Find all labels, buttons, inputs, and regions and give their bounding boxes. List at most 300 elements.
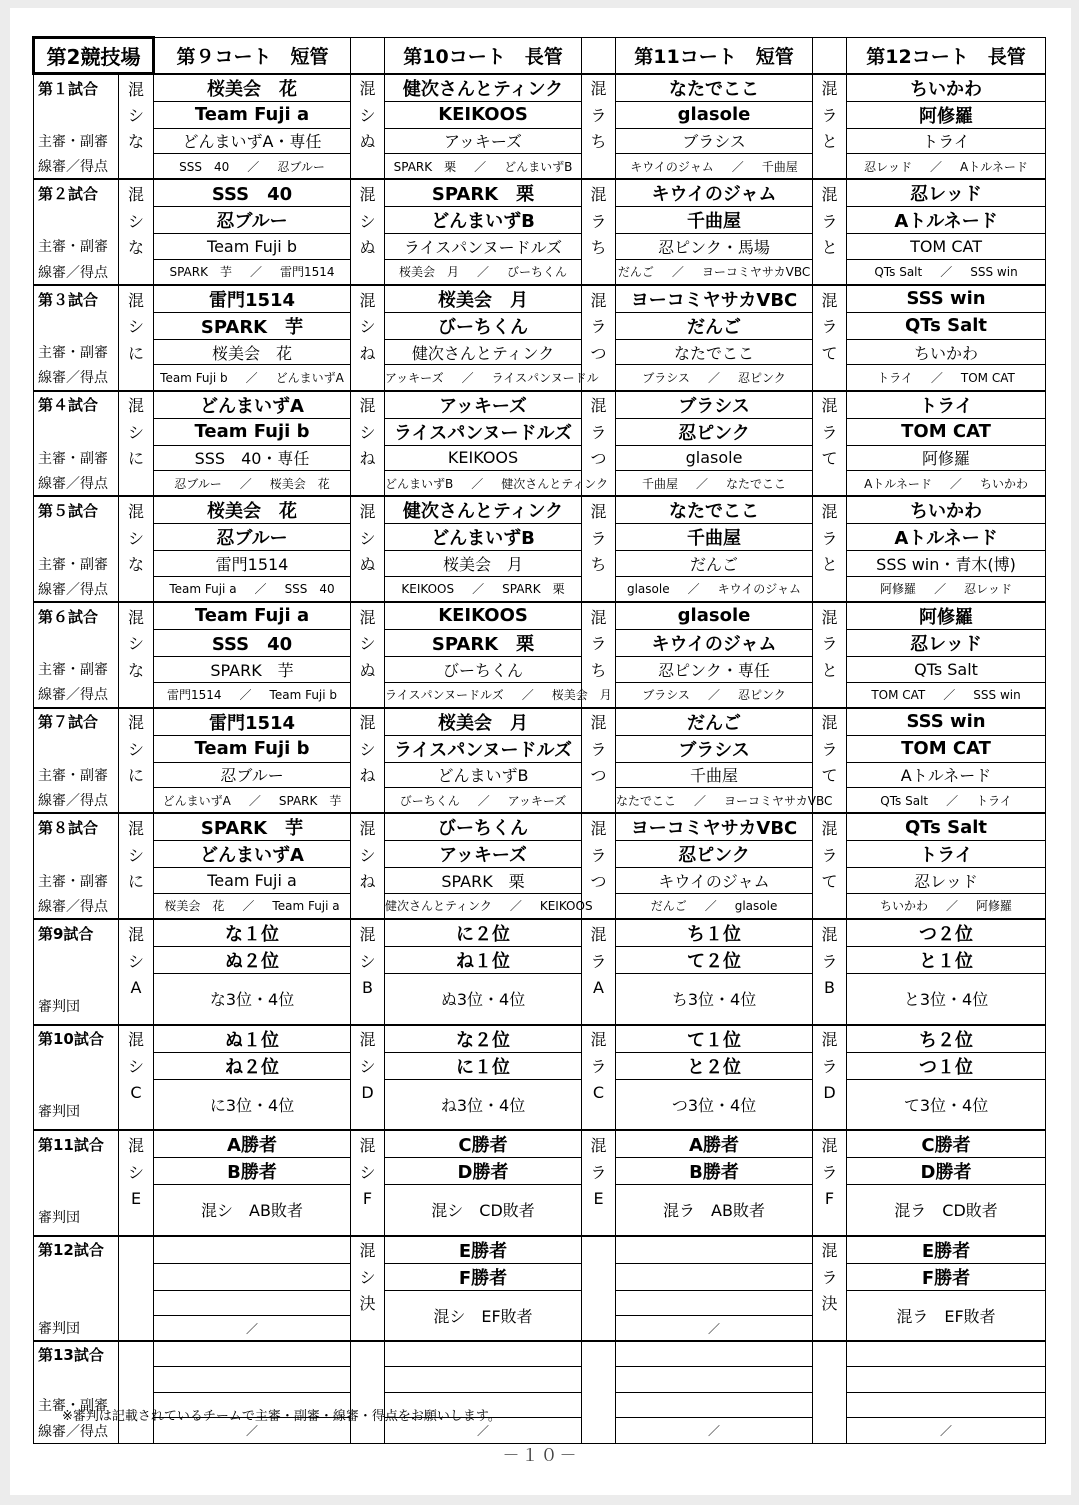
division-char: ラ — [813, 524, 847, 551]
match-label: 第12試合 — [34, 1236, 119, 1264]
referee-panel: つ3位・4位 — [616, 1079, 813, 1130]
division-char: 混 — [119, 285, 154, 313]
umpire-team: Team Fuji a — [154, 868, 351, 894]
line-judge-team: 阿修羅 — [880, 582, 917, 597]
team-name: と１位 — [847, 947, 1046, 974]
team-name: 千曲屋 — [616, 207, 813, 234]
line-judge-team: ライスパンヌードルズ — [385, 688, 504, 703]
division-blank — [119, 1367, 154, 1393]
separator: ／ — [943, 688, 956, 703]
match-label: 第５試合 — [34, 496, 119, 524]
separator: ／ — [472, 582, 485, 597]
scorer-team: SPARK 栗 — [502, 582, 565, 597]
division-blank — [119, 682, 154, 708]
division-char: シ — [351, 524, 385, 551]
scorer-team: 健次さんとティンク — [501, 476, 609, 491]
team-name: キウイのジャム — [616, 179, 813, 207]
umpire-team: ちいかわ — [847, 339, 1046, 365]
separator: ／ — [246, 1321, 259, 1336]
team-name: 忍レッド — [847, 179, 1046, 207]
division-char: 混 — [119, 74, 154, 102]
division-blank — [119, 259, 154, 285]
knockout-row — [34, 974, 1046, 1025]
division-char: 混 — [582, 496, 616, 524]
label-blank — [34, 1367, 119, 1393]
separator: ／ — [461, 371, 474, 386]
team-name: ライスパンヌードルズ — [385, 735, 582, 762]
team-name: ち２位 — [847, 1025, 1046, 1053]
match-row — [34, 602, 1046, 630]
division-char: 決 — [351, 1290, 385, 1316]
division-char: シ — [351, 101, 385, 128]
empty-cell — [616, 1236, 813, 1264]
umpire-team: だんご — [616, 551, 813, 577]
separator: ／ — [671, 265, 684, 280]
division-blank — [813, 682, 847, 708]
team-name: A勝者 — [616, 1130, 813, 1158]
team-name: Team Fuji b — [154, 418, 351, 445]
blank-row — [34, 1341, 1046, 1367]
scorer-team: アッキーズ — [507, 793, 567, 808]
team-name: ブラシス — [616, 735, 813, 762]
line-judges-cell — [616, 154, 813, 180]
line-judge-team: Team Fuji b — [160, 371, 228, 386]
team-name: KEIKOOS — [385, 602, 582, 630]
match-row — [34, 576, 1046, 602]
line-judges-cell — [154, 893, 351, 919]
match-label: 第３試合 — [34, 285, 119, 313]
separator: ／ — [687, 582, 700, 597]
division-char: 決 — [813, 1290, 847, 1316]
separator: ／ — [708, 1321, 721, 1336]
line-judges-cell — [385, 154, 582, 180]
division-char: つ — [582, 445, 616, 471]
division-char: 混 — [582, 602, 616, 630]
line-label: 線審／得点 — [34, 471, 119, 497]
empty-line-cell — [616, 1316, 813, 1342]
separator: ／ — [940, 1424, 953, 1439]
match-row — [34, 788, 1046, 814]
division-char: 混 — [351, 1025, 385, 1053]
separator: ／ — [239, 476, 252, 491]
line-judge-team: QTs Salt — [880, 793, 929, 808]
line-judge-team: ちいかわ — [879, 899, 928, 914]
line-judges-cell — [616, 893, 813, 919]
division-char: て — [813, 868, 847, 894]
line-label: 線審／得点 — [34, 259, 119, 285]
division-char: ラ — [813, 312, 847, 339]
referee-panel: ぬ3位・4位 — [385, 974, 582, 1025]
empty-cell — [616, 1341, 813, 1367]
empty-line-cell — [616, 1418, 813, 1444]
division-char: ラ — [813, 1158, 847, 1185]
division-char: E — [582, 1185, 616, 1236]
panel-label: 審判団 — [34, 974, 119, 1025]
referee-panel: 混シ CD敗者 — [385, 1185, 582, 1236]
division-blank — [351, 788, 385, 814]
line-judges-cell — [616, 576, 813, 602]
panel-label: 審判団 — [34, 1185, 119, 1236]
line-judge-team: アッキーズ — [385, 371, 444, 386]
team-name: どんまいずB — [385, 524, 582, 551]
division-char: 混 — [582, 74, 616, 102]
team-name: 雷門1514 — [154, 285, 351, 313]
team-name: SPARK 栗 — [385, 179, 582, 207]
division-char: 混 — [813, 285, 847, 313]
scorer-team: 千曲屋 — [761, 159, 798, 174]
division-char: C — [582, 1079, 616, 1130]
division-char: 混 — [582, 1025, 616, 1053]
division-blank — [813, 1367, 847, 1393]
division-char: て — [813, 339, 847, 365]
division-char: に — [119, 868, 154, 894]
division-char: ラ — [582, 524, 616, 551]
division-char: シ — [351, 629, 385, 656]
division-blank — [119, 154, 154, 180]
team-name: KEIKOOS — [385, 101, 582, 128]
division-char: F — [813, 1185, 847, 1236]
label-blank — [34, 207, 119, 234]
division-char: 混 — [813, 1025, 847, 1053]
referee-panel: て3位・4位 — [847, 1079, 1046, 1130]
team-name: SSS win — [847, 708, 1046, 736]
line-judges-cell — [847, 259, 1046, 285]
division-blank — [119, 893, 154, 919]
judge-label: 主審・副審 — [34, 234, 119, 260]
division-char: 混 — [351, 708, 385, 736]
division-char: シ — [119, 947, 154, 974]
match-row — [34, 234, 1046, 260]
division-char: ラ — [813, 947, 847, 974]
division-char: ラ — [813, 629, 847, 656]
scorer-team: どんまいずA — [275, 371, 344, 386]
scorer-team: SSS 40 — [284, 582, 335, 597]
division-char: 混 — [119, 391, 154, 419]
division-char: ぬ — [351, 551, 385, 577]
division-char: ラ — [813, 418, 847, 445]
match-label: 第11試合 — [34, 1130, 119, 1158]
division-char: 混 — [813, 1130, 847, 1158]
line-judges-cell — [385, 788, 582, 814]
division-char: シ — [351, 947, 385, 974]
division-char: 混 — [351, 602, 385, 630]
scorer-team: どんまいずB — [504, 159, 573, 174]
division-char: ね — [351, 868, 385, 894]
label-blank — [34, 947, 119, 974]
division-char: 混 — [119, 813, 154, 841]
scorer-team: 忍ピンク — [737, 688, 786, 703]
match-row — [34, 813, 1046, 841]
team-name: Team Fuji b — [154, 735, 351, 762]
knockout-row — [34, 1079, 1046, 1130]
separator: ／ — [477, 793, 490, 808]
line-label: 線審／得点 — [34, 365, 119, 391]
division-blank — [351, 893, 385, 919]
division-blank — [351, 1316, 385, 1342]
team-name: 桜美会 月 — [385, 708, 582, 736]
division-blank — [582, 1341, 616, 1367]
blank-row — [34, 1367, 1046, 1393]
knockout-row — [34, 1158, 1046, 1185]
match-label: 第４試合 — [34, 391, 119, 419]
team-name: A勝者 — [154, 1130, 351, 1158]
team-name: SPARK 芋 — [154, 813, 351, 841]
judge-label: 主審・副審 — [34, 551, 119, 577]
judge-label: 主審・副審 — [34, 868, 119, 894]
line-judge-team: 桜美会 花 — [164, 899, 225, 914]
line-judge-team: Aトルネード — [864, 476, 932, 491]
division-blank — [813, 1316, 847, 1342]
team-name: 健次さんとティンク — [385, 496, 582, 524]
division-char: 混 — [813, 708, 847, 736]
division-char: と — [813, 551, 847, 577]
label-blank — [34, 1052, 119, 1079]
line-label: 線審／得点 — [34, 154, 119, 180]
division-char: ぬ — [351, 234, 385, 260]
team-name: ち１位 — [616, 919, 813, 947]
empty-cell — [616, 1290, 813, 1316]
division-blank — [351, 365, 385, 391]
division-char: 混 — [582, 285, 616, 313]
scorer-team: 雷門1514 — [280, 265, 335, 280]
division-char: 混 — [351, 496, 385, 524]
team-name: つ１位 — [847, 1052, 1046, 1079]
team-name: Team Fuji a — [154, 101, 351, 128]
scorer-team: 桜美会 月 — [551, 688, 612, 703]
division-char: 混 — [582, 919, 616, 947]
division-char: シ — [119, 629, 154, 656]
line-judge-team: なたでここ — [616, 793, 677, 808]
team-name: 桜美会 花 — [154, 74, 351, 102]
separator: ／ — [242, 899, 255, 914]
division-char: シ — [351, 841, 385, 868]
division-blank — [582, 1263, 616, 1290]
team-name: な１位 — [154, 919, 351, 947]
empty-cell — [154, 1367, 351, 1393]
umpire-team: Aトルネード — [847, 762, 1046, 788]
division-char: 混 — [351, 179, 385, 207]
final-row — [34, 1290, 1046, 1316]
label-blank — [34, 841, 119, 868]
division-blank — [119, 365, 154, 391]
team-name: 忍ピンク — [616, 418, 813, 445]
knockout-row — [34, 1025, 1046, 1053]
team-name: て２位 — [616, 947, 813, 974]
division-char: E — [119, 1185, 154, 1236]
division-blank — [813, 471, 847, 497]
referee-panel: 混シ AB敗者 — [154, 1185, 351, 1236]
team-name: SSS 40 — [154, 629, 351, 656]
division-char: ラ — [582, 1158, 616, 1185]
line-judge-team: KEIKOOS — [401, 582, 455, 597]
empty-cell — [616, 1367, 813, 1393]
team-name: TOM CAT — [847, 418, 1046, 445]
separator: ／ — [934, 582, 947, 597]
match-row — [34, 868, 1046, 894]
division-blank — [582, 1392, 616, 1418]
umpire-team: アッキーズ — [385, 128, 582, 154]
separator: ／ — [949, 476, 962, 491]
line-judges-cell — [616, 365, 813, 391]
separator: ／ — [946, 899, 959, 914]
team-name: glasole — [616, 101, 813, 128]
team-name: どんまいずA — [154, 391, 351, 419]
match-row — [34, 391, 1046, 419]
umpire-team: 阿修羅 — [847, 445, 1046, 471]
division-blank — [813, 259, 847, 285]
scorer-team: 忍ピンク — [737, 371, 786, 386]
division-char: シ — [119, 207, 154, 234]
label-blank — [34, 101, 119, 128]
match-row — [34, 682, 1046, 708]
match-row — [34, 207, 1046, 234]
division-char: 混 — [119, 496, 154, 524]
line-judge-team: 桜美会 月 — [398, 265, 459, 280]
team-name: な２位 — [385, 1025, 582, 1053]
umpire-team: 忍ピンク・専任 — [616, 656, 813, 682]
match-row — [34, 128, 1046, 154]
division-char: 混 — [813, 813, 847, 841]
division-char: 混 — [351, 1130, 385, 1158]
knockout-row — [34, 1185, 1046, 1236]
team-name: 忍ピンク — [616, 841, 813, 868]
line-label: 線審／得点 — [34, 788, 119, 814]
match-row — [34, 339, 1046, 365]
team-name: C勝者 — [385, 1130, 582, 1158]
team-name: に２位 — [385, 919, 582, 947]
court-header: 第９コート 短管 — [154, 38, 351, 74]
match-row — [34, 285, 1046, 313]
team-name: 雷門1514 — [154, 708, 351, 736]
judge-label: 主審・副審 — [34, 339, 119, 365]
label-blank — [34, 524, 119, 551]
division-char: シ — [119, 418, 154, 445]
division-char: シ — [351, 735, 385, 762]
line-judge-team: ブラシス — [642, 688, 690, 703]
team-name: B勝者 — [154, 1158, 351, 1185]
division-char: ね — [351, 339, 385, 365]
division-char: シ — [119, 1158, 154, 1185]
team-name: F勝者 — [847, 1263, 1046, 1290]
team-name: ライスパンヌードルズ — [385, 418, 582, 445]
match-label: 第13試合 — [34, 1341, 119, 1367]
label-blank — [34, 312, 119, 339]
division-char: ラ — [813, 1052, 847, 1079]
line-judges-cell — [847, 365, 1046, 391]
line-judges-cell — [154, 788, 351, 814]
empty-cell — [154, 1263, 351, 1290]
team-name: と２位 — [616, 1052, 813, 1079]
umpire-team: SSS 40・専任 — [154, 445, 351, 471]
line-judges-cell — [385, 682, 612, 708]
division-char: ち — [582, 551, 616, 577]
division-char: ね — [351, 762, 385, 788]
match-row — [34, 365, 1046, 391]
division-char: D — [813, 1079, 847, 1130]
team-name: トライ — [847, 841, 1046, 868]
division-blank — [582, 1236, 616, 1264]
empty-cell — [616, 1263, 813, 1290]
referee-panel: ち3位・4位 — [616, 974, 813, 1025]
team-name: トライ — [847, 391, 1046, 419]
division-char: 混 — [351, 919, 385, 947]
scorer-team: キウイのジャム — [717, 582, 802, 597]
team-name: ヨーコミヤサカVBC — [616, 285, 813, 313]
division-char: シ — [119, 101, 154, 128]
team-name: なたでここ — [616, 496, 813, 524]
team-name: 忍ブルー — [154, 207, 351, 234]
division-char: B — [351, 974, 385, 1025]
referee-panel: 混ラ AB敗者 — [616, 1185, 813, 1236]
umpire-team: 忍ブルー — [154, 762, 351, 788]
division-char: ラ — [582, 947, 616, 974]
scorer-team: Team Fuji a — [272, 899, 340, 914]
separator: ／ — [930, 159, 943, 174]
scorer-team: なたでここ — [726, 476, 787, 491]
team-name: 健次さんとティンク — [385, 74, 582, 102]
separator: ／ — [246, 1424, 259, 1439]
line-judges-cell — [616, 682, 813, 708]
judge-label: 主審・副審 — [34, 656, 119, 682]
separator: ／ — [248, 793, 261, 808]
line-judge-team: どんまいずB — [385, 476, 454, 491]
division-char: 混 — [582, 1130, 616, 1158]
line-judges-cell — [616, 788, 833, 814]
team-name: Aトルネード — [847, 207, 1046, 234]
team-name: TOM CAT — [847, 735, 1046, 762]
empty-cell — [616, 1392, 813, 1418]
umpire-team: SPARK 芋 — [154, 656, 351, 682]
match-row — [34, 551, 1046, 577]
umpire-team: トライ — [847, 128, 1046, 154]
line-judges-cell — [847, 682, 1046, 708]
separator: ／ — [245, 371, 258, 386]
match-label: 第9試合 — [34, 919, 119, 947]
judge-label: 主審・副審 — [34, 1392, 119, 1418]
match-row — [34, 735, 1046, 762]
division-char: 混 — [813, 74, 847, 102]
team-name: Team Fuji a — [154, 602, 351, 630]
division-blank — [351, 1367, 385, 1393]
line-judges-cell — [847, 154, 1046, 180]
team-name: 千曲屋 — [616, 524, 813, 551]
division-blank — [582, 154, 616, 180]
line-judges-cell — [847, 576, 1046, 602]
team-name: アッキーズ — [385, 841, 582, 868]
division-blank — [119, 576, 154, 602]
line-label: 線審／得点 — [34, 576, 119, 602]
empty-cell — [385, 1367, 582, 1393]
division-char: 混 — [813, 602, 847, 630]
line-judge-team: びーちくん — [399, 793, 460, 808]
team-name: SSS 40 — [154, 179, 351, 207]
division-char: D — [351, 1079, 385, 1130]
team-name: C勝者 — [847, 1130, 1046, 1158]
line-judges-cell — [385, 365, 599, 391]
line-judges-cell — [154, 365, 351, 391]
court-header: 第11コート 短管 — [616, 38, 813, 74]
team-name: キウイのジャム — [616, 629, 813, 656]
schedule-page — [10, 8, 1071, 1495]
team-name: ブラシス — [616, 391, 813, 419]
scorer-team: ヨーコミヤサカVBC — [701, 265, 811, 280]
team-name: 忍ブルー — [154, 524, 351, 551]
division-char: ラ — [582, 735, 616, 762]
match-row — [34, 629, 1046, 656]
umpire-team: 雷門1514 — [154, 551, 351, 577]
referee-panel: 混シ EF敗者 — [385, 1290, 582, 1341]
match-row — [34, 154, 1046, 180]
